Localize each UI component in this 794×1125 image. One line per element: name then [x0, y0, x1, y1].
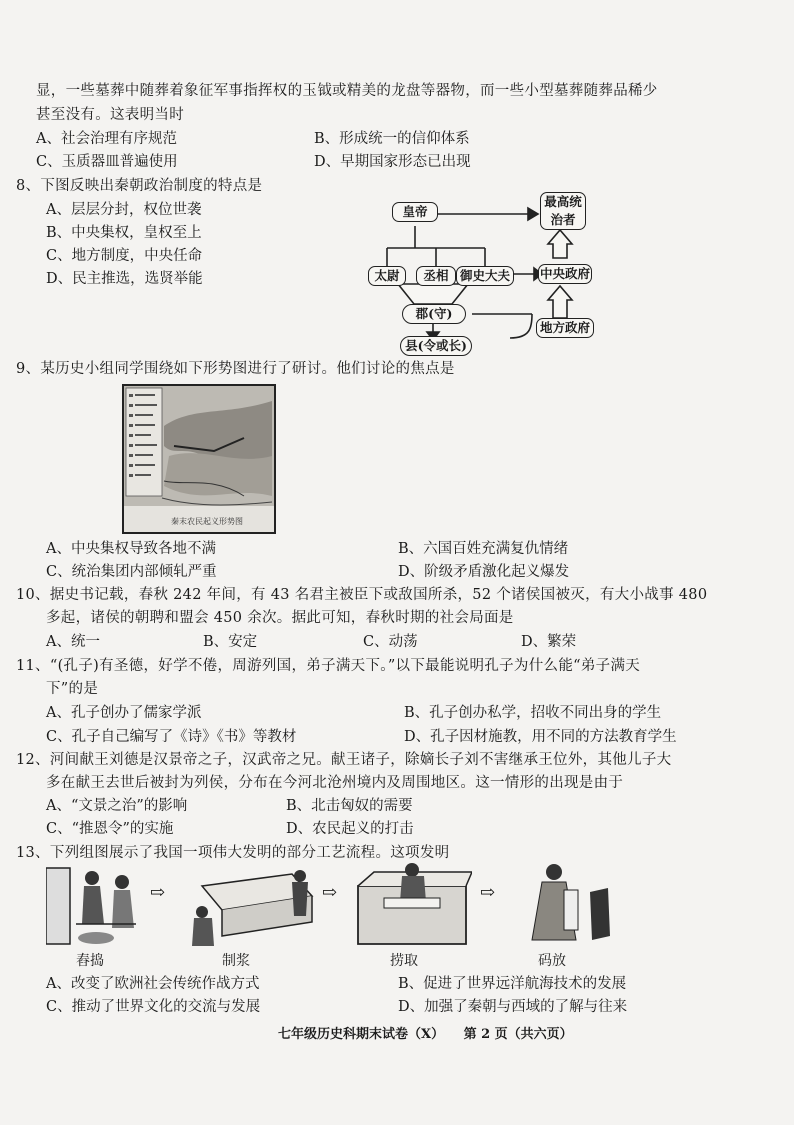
- arrow-3: ⇨: [480, 882, 496, 903]
- q7-option-b: B、形成统一的信仰体系: [314, 131, 470, 147]
- arrow-2: ⇨: [322, 882, 338, 903]
- box-yushi-dafu: 御史大夫: [456, 266, 514, 286]
- step-label-2: 制浆: [222, 953, 250, 969]
- qin-government-diagram: [360, 188, 610, 358]
- step3-scooping-image: [354, 862, 472, 958]
- box-emperor: 皇帝: [392, 202, 438, 222]
- map-image: [124, 386, 274, 532]
- step2-pulp-image: [182, 866, 314, 962]
- q10-line1: 10、据史书记载，春秋 242 年间，有 43 名君主被臣下或敌国所杀，52 个诸侯国被灭，有大小战事 480: [16, 587, 708, 603]
- q10-option-a: A、统一: [46, 634, 100, 650]
- q12-option-c: C、“推恩令”的实施: [46, 821, 174, 837]
- box-xian: 县(令或长): [400, 336, 472, 356]
- q10-option-c: C、动荡: [363, 634, 418, 650]
- box-jun: 郡(守): [402, 304, 466, 324]
- q7-option-a: A、社会治理有序规范: [36, 131, 177, 147]
- step4-stacking-image: [514, 860, 614, 956]
- q9-option-d: D、阶级矛盾激化起义爆发: [398, 564, 570, 580]
- box-chengxiang: 丞相: [416, 266, 456, 286]
- q7-option-d: D、早期国家形态已出现: [314, 154, 471, 170]
- q12-line2: 多在献王去世后被封为列侯，分布在今河北沧州境内及周围地区。这一情形的出现是由于: [46, 775, 624, 791]
- q10-option-b: B、安定: [203, 634, 258, 650]
- q10-option-d: D、繁荣: [521, 634, 577, 650]
- q11-option-a: A、孔子创办了儒家学派: [46, 705, 202, 721]
- box-taiwei: 太尉: [368, 266, 406, 286]
- q8-option-b: B、中央集权，皇权至上: [46, 225, 202, 241]
- q11-option-c: C、孔子自己编写了《诗》《书》等教材: [46, 729, 297, 745]
- map-caption: 秦末农民起义形势图: [171, 517, 243, 526]
- step-label-4: 码放: [538, 953, 566, 969]
- q11-option-d: D、孔子因材施教，用不同的方法教育学生: [404, 729, 677, 745]
- q8-option-c: C、地方制度，中央任命: [46, 248, 203, 264]
- step1-pounding-image: [46, 864, 142, 960]
- step-label-3: 捞取: [390, 953, 418, 969]
- step-label-1: 舂捣: [76, 953, 104, 969]
- q12-option-d: D、农民起义的打击: [286, 821, 414, 837]
- q9-stem: 9、某历史小组同学围绕如下形势图进行了研讨。他们讨论的焦点是: [16, 361, 455, 377]
- q9-option-b: B、六国百姓充满复仇情绪: [398, 541, 569, 557]
- q13-option-d: D、加强了秦朝与西域的了解与往来: [398, 999, 628, 1015]
- arrow-1: ⇨: [150, 882, 166, 903]
- q8-option-a: A、层层分封，权位世袭: [46, 202, 202, 218]
- q7-line2: 甚至没有。这表明当时: [36, 107, 184, 123]
- q7-option-c: C、玉质器皿普遍使用: [36, 154, 178, 170]
- q13-option-c: C、推动了世界文化的交流与发展: [46, 999, 261, 1015]
- box-supreme-ruler: 最高统治者: [540, 192, 586, 230]
- page-footer: 七年级历史科期末试卷（X） 第 2 页（共六页）: [278, 1027, 573, 1042]
- box-local-government: 地方政府: [536, 318, 594, 338]
- q8-option-d: D、民主推选，选贤举能: [46, 271, 203, 287]
- q13-option-b: B、促进了世界远洋航海技术的发展: [398, 976, 627, 992]
- q12-option-a: A、“文景之治”的影响: [46, 798, 188, 814]
- q13-option-a: A、改变了欧洲社会传统作战方式: [46, 976, 260, 992]
- q12-line1: 12、河间献王刘德是汉景帝之子，汉武帝之兄。献王诸子，除嫡长子刘不害继承王位外，其他儿子大: [16, 752, 672, 768]
- q11-line1: 11、“(孔子)有圣德，好学不倦，周游列国，弟子满天下。”以下最能说明孔子为什么能“弟子满天: [16, 658, 641, 674]
- q10-line2: 多起，诸侯的朝聘和盟会 450 余次。据此可知，春秋时期的社会局面是: [46, 610, 514, 626]
- q9-option-a: A、中央集权导致各地不满: [46, 541, 216, 557]
- q7-line1: 显，一些墓葬中随葬着象征军事指挥权的玉钺或精美的龙盘等器物，而一些小型墓葬随葬品稀少: [36, 83, 658, 99]
- box-central-government: 中央政府: [538, 264, 592, 284]
- qin-uprising-map: [122, 384, 276, 534]
- q12-option-b: B、北击匈奴的需要: [286, 798, 413, 814]
- q9-option-c: C、统治集团内部倾轧严重: [46, 564, 217, 580]
- q11-line2: 下”的是: [46, 681, 99, 697]
- q8-stem: 8、下图反映出秦朝政治制度的特点是: [16, 178, 263, 194]
- q11-option-b: B、孔子创办私学，招收不同出身的学生: [404, 705, 662, 721]
- q13-stem: 13、下列组图展示了我国一项伟大发明的部分工艺流程。这项发明: [16, 845, 450, 861]
